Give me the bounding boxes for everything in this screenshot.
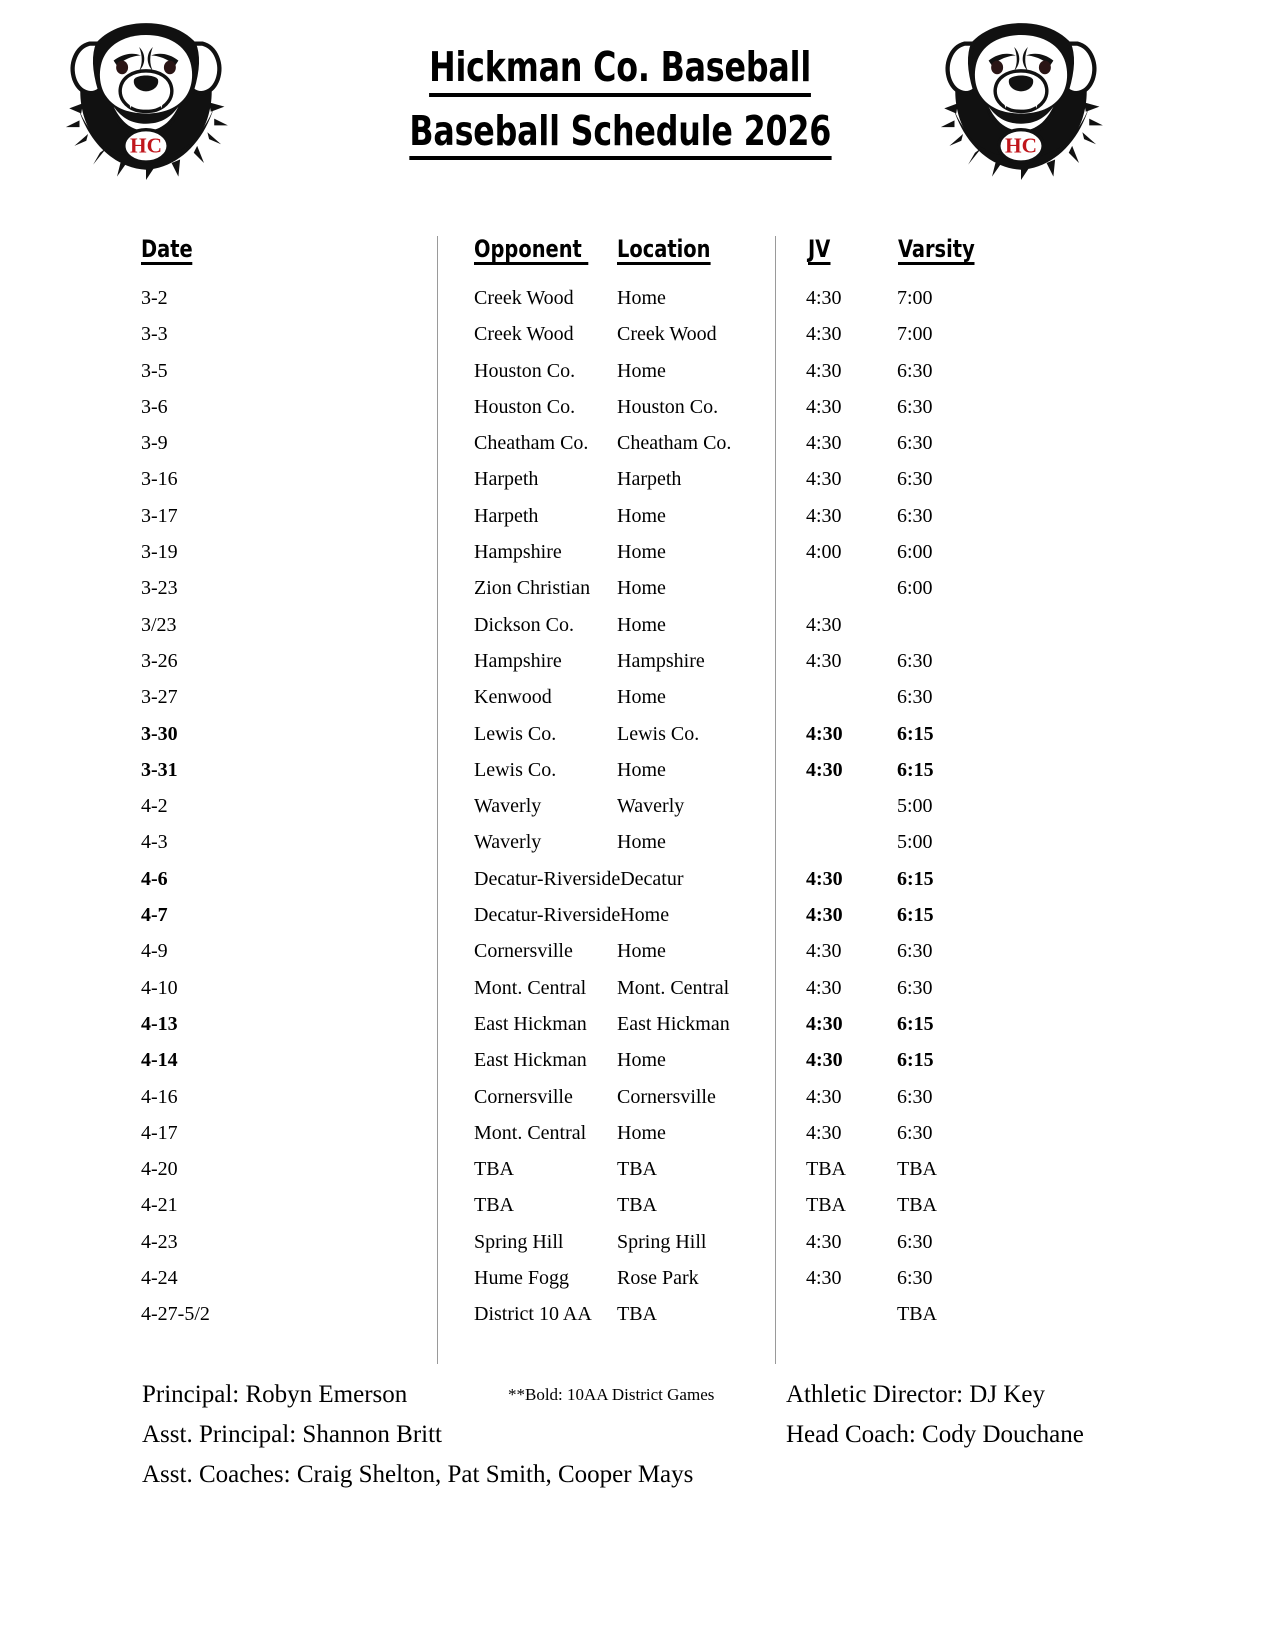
cell-location: Home <box>617 940 666 963</box>
cell-date: 4-27-5/2 <box>141 1303 210 1326</box>
cell-opponent: Creek Wood <box>474 323 574 346</box>
column-header-location: Location <box>617 235 711 263</box>
cell-opponent: Houston Co. <box>474 359 576 382</box>
cell-opponent: District 10 AA <box>474 1303 592 1326</box>
cell-opponent-location <box>474 824 666 860</box>
cell-opponent-location <box>474 1079 716 1115</box>
cell-opponent: Cheatham Co. <box>474 432 589 455</box>
cell-varsity-time: 6:30 <box>897 976 933 999</box>
table-row <box>0 1224 1275 1260</box>
cell-opponent-location <box>474 389 718 425</box>
cell-opponent: Mont. Central <box>474 1121 587 1144</box>
cell-date: 3-27 <box>141 686 178 709</box>
cell-date: 3-26 <box>141 649 178 672</box>
cell-opponent: Houston Co. <box>474 395 576 418</box>
cell-varsity-time: TBA <box>897 1303 937 1326</box>
cell-opponent-location <box>474 788 684 824</box>
cell-opponent: Lewis Co. <box>474 758 557 781</box>
cell-jv-time: 4:30 <box>806 758 843 781</box>
cell-location: Home <box>617 831 666 854</box>
cell-location: Cornersville <box>617 1085 716 1108</box>
cell-location: Home <box>617 504 666 527</box>
cell-date: 4-16 <box>141 1085 178 1108</box>
cell-date: 4-3 <box>141 831 168 854</box>
footer-head-coach: Head Coach: Cody Douchane <box>786 1421 1084 1448</box>
cell-varsity-time: 6:30 <box>897 359 933 382</box>
cell-date: 4-21 <box>141 1194 178 1217</box>
cell-jv-time: 4:30 <box>806 1230 842 1253</box>
cell-opponent-location <box>474 643 705 679</box>
cell-opponent: Harpeth <box>474 504 539 527</box>
cell-opponent-location <box>474 316 717 352</box>
table-row <box>0 716 1275 752</box>
cell-date: 4-6 <box>141 867 168 890</box>
cell-varsity-time: TBA <box>897 1194 937 1217</box>
cell-location: Home <box>617 686 666 709</box>
cell-jv-time: 4:30 <box>806 432 842 455</box>
cell-jv-time: TBA <box>806 1194 846 1217</box>
table-row <box>0 1042 1275 1078</box>
bulldog-logo <box>935 18 1107 180</box>
cell-opponent-location <box>474 897 669 933</box>
cell-jv-time: 4:30 <box>806 504 842 527</box>
cell-opponent: Creek Wood <box>474 287 574 309</box>
cell-opponent: Cornersville <box>474 1085 573 1108</box>
cell-date: 4-20 <box>141 1158 178 1181</box>
cell-location: Home <box>617 359 666 382</box>
cell-opponent: Hampshire <box>474 541 562 564</box>
cell-date: 4-24 <box>141 1267 178 1290</box>
cell-jv-time: TBA <box>806 1158 846 1181</box>
cell-opponent-location <box>474 353 666 389</box>
table-row <box>0 389 1275 425</box>
column-header-jv: JV <box>808 235 831 263</box>
cell-date: 3-16 <box>141 468 178 491</box>
table-row <box>0 861 1275 897</box>
cell-varsity-time: 6:15 <box>897 758 934 781</box>
table-row <box>0 1296 1275 1332</box>
cell-jv-time: 4:30 <box>806 1267 842 1290</box>
cell-jv-time: 4:30 <box>806 395 842 418</box>
cell-opponent: Waverly <box>474 795 542 818</box>
cell-location: Decatur <box>620 867 684 890</box>
schedule-rows <box>0 280 1275 1333</box>
column-header-date: Date <box>141 235 193 263</box>
svg-text:HC: HC <box>130 133 162 158</box>
page-title: Hickman Co. Baseball <box>429 44 811 97</box>
cell-location: Lewis Co. <box>617 722 700 745</box>
cell-date: 3/23 <box>141 613 177 636</box>
cell-jv-time: 4:30 <box>806 1085 842 1108</box>
cell-jv-time: 4:30 <box>806 613 842 636</box>
cell-jv-time: 4:30 <box>806 649 842 672</box>
cell-varsity-time: 6:30 <box>897 1230 933 1253</box>
cell-opponent-location <box>474 1224 706 1260</box>
cell-varsity-time: 6:30 <box>897 504 933 527</box>
cell-varsity-time: 5:00 <box>897 795 933 818</box>
cell-jv-time: 4:30 <box>806 359 842 382</box>
table-row <box>0 1151 1275 1187</box>
table-row <box>0 897 1275 933</box>
cell-date: 3-3 <box>141 323 168 346</box>
cell-opponent: Decatur-Riverside <box>474 867 621 890</box>
cell-varsity-time: 6:30 <box>897 1267 933 1290</box>
cell-varsity-time: 6:30 <box>897 432 933 455</box>
cell-varsity-time: 7:00 <box>897 287 933 309</box>
cell-opponent: Spring Hill <box>474 1230 564 1253</box>
table-row <box>0 353 1275 389</box>
cell-varsity-time: 6:30 <box>897 1121 933 1144</box>
cell-opponent: Zion Christian <box>474 577 591 600</box>
cell-opponent: TBA <box>474 1158 514 1181</box>
cell-opponent: TBA <box>474 1194 514 1217</box>
cell-opponent: Kenwood <box>474 686 552 709</box>
cell-date: 3-17 <box>141 504 178 527</box>
cell-location: East Hickman <box>617 1012 730 1035</box>
cell-jv-time: 4:30 <box>806 1121 842 1144</box>
cell-date: 3-23 <box>141 577 178 600</box>
cell-location: Home <box>617 287 666 309</box>
footer-asst-principal: Asst. Principal: Shannon Britt <box>142 1421 442 1448</box>
cell-varsity-time: 6:30 <box>897 1085 933 1108</box>
cell-varsity-time: 6:00 <box>897 577 933 600</box>
cell-jv-time: 4:30 <box>806 904 843 927</box>
table-row <box>0 1115 1275 1151</box>
page-subtitle: Baseball Schedule 2026 <box>409 108 831 161</box>
cell-opponent-location <box>474 1187 657 1223</box>
table-row <box>0 607 1275 643</box>
cell-opponent: East Hickman <box>474 1049 592 1072</box>
cell-opponent-location <box>474 1151 657 1187</box>
cell-varsity-time: 6:30 <box>897 395 933 418</box>
table-row <box>0 679 1275 715</box>
cell-location: Cheatham Co. <box>617 432 732 455</box>
cell-varsity-time: 6:30 <box>897 940 933 963</box>
cell-location: Home <box>617 613 666 636</box>
footer-bold-note: **Bold: 10AA District Games <box>508 1385 715 1404</box>
cell-varsity-time: 7:00 <box>897 323 933 346</box>
cell-location: Hampshire <box>617 649 705 672</box>
cell-varsity-time: 6:15 <box>897 1012 934 1035</box>
cell-opponent-location <box>474 425 731 461</box>
cell-varsity-time: 6:15 <box>897 867 934 890</box>
cell-date: 3-31 <box>141 758 178 781</box>
table-row <box>0 1079 1275 1115</box>
cell-location: Home <box>617 1121 666 1144</box>
cell-location: TBA <box>617 1194 657 1217</box>
title-block <box>300 44 940 160</box>
cell-jv-time: 4:00 <box>806 541 842 564</box>
table-row <box>0 970 1275 1006</box>
svg-text:HC: HC <box>1005 133 1037 158</box>
cell-opponent-location <box>474 933 666 969</box>
cell-opponent-location <box>474 716 699 752</box>
cell-date: 4-14 <box>141 1049 178 1072</box>
footer-principal: Principal: Robyn Emerson <box>142 1381 408 1408</box>
cell-opponent-location <box>474 280 666 316</box>
table-row <box>0 824 1275 860</box>
cell-location: Mont. Central <box>617 976 730 999</box>
cell-location: Waverly <box>617 795 685 818</box>
cell-opponent: Hume Fogg <box>474 1267 569 1290</box>
table-row <box>0 280 1275 316</box>
cell-date: 4-13 <box>141 1012 178 1035</box>
cell-varsity-time: 5:00 <box>897 831 933 854</box>
table-row <box>0 1187 1275 1223</box>
cell-date: 3-2 <box>141 287 168 309</box>
cell-date: 4-2 <box>141 795 168 818</box>
cell-opponent: Harpeth <box>474 468 539 491</box>
cell-varsity-time: 6:30 <box>897 649 933 672</box>
cell-jv-time: 4:30 <box>806 722 843 745</box>
cell-date: 4-10 <box>141 976 178 999</box>
cell-varsity-time: 6:30 <box>897 468 933 491</box>
cell-opponent-location <box>474 498 666 534</box>
cell-opponent: Lewis Co. <box>474 722 557 745</box>
cell-location: TBA <box>617 1158 657 1181</box>
cell-opponent-location <box>474 970 729 1006</box>
column-header-opponent: Opponent <box>474 235 589 263</box>
cell-jv-time: 4:30 <box>806 867 843 890</box>
cell-opponent: Dickson Co. <box>474 613 574 636</box>
cell-varsity-time: 6:30 <box>897 686 933 709</box>
cell-date: 4-17 <box>141 1121 178 1144</box>
cell-opponent: Cornersville <box>474 940 573 963</box>
cell-location: Harpeth <box>617 468 682 491</box>
bulldog-logo <box>60 18 232 180</box>
cell-date: 3-9 <box>141 432 168 455</box>
cell-opponent: Hampshire <box>474 649 562 672</box>
table-row <box>0 1006 1275 1042</box>
page-header <box>0 0 1275 200</box>
cell-opponent: Decatur-Riverside <box>474 904 621 927</box>
cell-jv-time: 4:30 <box>806 323 842 346</box>
table-row <box>0 461 1275 497</box>
cell-date: 4-9 <box>141 940 168 963</box>
cell-opponent-location <box>474 679 666 715</box>
cell-date: 4-7 <box>141 904 168 927</box>
table-row <box>0 1260 1275 1296</box>
cell-varsity-time: 6:15 <box>897 1049 934 1072</box>
cell-location: Rose Park <box>617 1267 699 1290</box>
cell-date: 3-30 <box>141 722 178 745</box>
cell-location: Home <box>620 904 670 927</box>
cell-opponent-location <box>474 752 666 788</box>
cell-jv-time: 4:30 <box>806 940 842 963</box>
cell-opponent-location <box>474 607 666 643</box>
cell-jv-time: 4:30 <box>806 1049 843 1072</box>
cell-jv-time: 4:30 <box>806 468 842 491</box>
footer-athletic-director: Athletic Director: DJ Key <box>786 1381 1045 1408</box>
cell-date: 4-23 <box>141 1230 178 1253</box>
cell-opponent-location <box>474 1042 666 1078</box>
cell-varsity-time: TBA <box>897 1158 937 1181</box>
cell-opponent: Waverly <box>474 831 542 854</box>
cell-location: TBA <box>617 1303 657 1326</box>
cell-varsity-time: 6:15 <box>897 904 934 927</box>
table-row <box>0 788 1275 824</box>
cell-opponent-location <box>474 1296 657 1332</box>
cell-date: 3-19 <box>141 541 178 564</box>
cell-location: Creek Wood <box>617 323 717 346</box>
cell-jv-time: 4:30 <box>806 976 842 999</box>
cell-opponent-location <box>474 570 666 606</box>
table-row <box>0 570 1275 606</box>
cell-date: 3-6 <box>141 395 168 418</box>
cell-location: Spring Hill <box>617 1230 707 1253</box>
table-row <box>0 534 1275 570</box>
cell-opponent-location <box>474 861 684 897</box>
table-row <box>0 425 1275 461</box>
cell-opponent-location <box>474 534 666 570</box>
cell-location: Home <box>617 758 666 781</box>
cell-location: Home <box>617 577 666 600</box>
cell-varsity-time: 6:15 <box>897 722 934 745</box>
cell-opponent-location <box>474 461 681 497</box>
cell-location: Home <box>617 1049 666 1072</box>
cell-date: 3-5 <box>141 359 168 382</box>
table-row <box>0 752 1275 788</box>
table-row <box>0 316 1275 352</box>
column-header-varsity: Varsity <box>898 235 975 263</box>
cell-opponent: Mont. Central <box>474 976 587 999</box>
cell-location: Home <box>617 541 666 564</box>
cell-opponent: East Hickman <box>474 1012 587 1035</box>
cell-varsity-time: 6:00 <box>897 541 933 564</box>
table-row <box>0 643 1275 679</box>
cell-jv-time: 4:30 <box>806 1012 843 1035</box>
cell-opponent-location <box>474 1115 666 1151</box>
table-row <box>0 498 1275 534</box>
cell-opponent-location <box>474 1260 699 1296</box>
cell-location: Houston Co. <box>617 395 719 418</box>
cell-jv-time: 4:30 <box>806 287 842 309</box>
table-row <box>0 933 1275 969</box>
cell-opponent-location <box>474 1006 730 1042</box>
footer-asst-coaches: Asst. Coaches: Craig Shelton, Pat Smith, Cooper Mays <box>142 1461 694 1488</box>
